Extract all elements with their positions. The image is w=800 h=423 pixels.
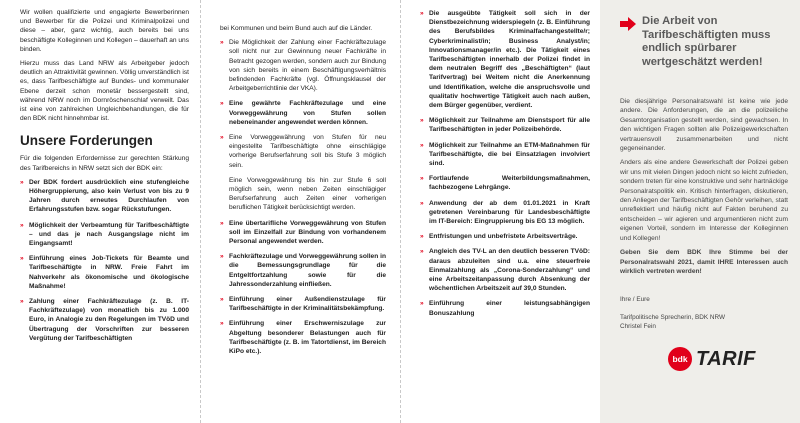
list-item — [220, 252, 386, 289]
bullet-icon: » — [220, 219, 224, 227]
bullet-icon: » — [20, 298, 24, 306]
list-item-text: Einführung einer leistungsabhängigen Bonuszahlung — [429, 300, 590, 317]
list-item — [420, 247, 590, 293]
list-item — [420, 9, 590, 110]
logo-text: TARIF — [696, 347, 756, 370]
list-item-text: Angleich des TV-L an den deutlich besseren TVöD: daraus abzuleiten sind u.a. eine steuerfreie Einmalzahlung als „Corona-Sonderzahlung“ und eine Arbeitszeitanpassung durch Absenkung der wöchentlichen Arbeitszeit auf 39,0 Stunden. — [429, 248, 590, 293]
list-item — [20, 221, 189, 249]
list-item-text: Der BDK fordert ausdrücklich eine stufengleiche Höhergruppierung, also kein Verlust von bis zu 9 Jahren durch erneutes Durchlaufen von Erfahrungsstufen bzw. sogar Rückstufungen. — [29, 178, 189, 214]
list-item — [420, 141, 590, 169]
bullet-icon: » — [220, 320, 224, 328]
list-item — [20, 178, 189, 215]
column-3 — [400, 0, 600, 423]
list-item — [220, 133, 386, 170]
list-item-text: Fachkräftezulage und Vorweggewährung sollen in die Bemessungsgrundlage für die Entgeltfortzahlung sowie für die Jahressonderzahlung einfließen. — [229, 253, 386, 288]
continued-paragraph: bei Kommunen und beim Bund auch auf die Länder. — [220, 25, 373, 32]
signer-role: Tarifpolitische Sprecherin, BDK NRW — [620, 314, 726, 322]
bullet-icon: » — [20, 221, 24, 229]
list-item — [20, 254, 189, 291]
list-item-text: Einführung eines Job-Tickets für Beamte und Tarifbeschäftigte in NRW. Freie Fahrt im Nahverkehr als ökonomische und ökologische Maßnahme! — [29, 255, 189, 290]
bdk-logo-mark: bdk — [668, 347, 692, 371]
headline: Die Arbeit von Tarifbeschäftigten muss endlich spürbarer wertgeschätzt werden! — [642, 15, 771, 68]
list-item-text: Die Möglichkeit der Zahlung einer Fachkräftezulage soll nicht nur zur Gewinnung neuer Fachkräfte in Betracht gezogen werden, sondern auch zur Bindung von sich bereits in einem Beschäftigungsverhältnis befindenden Fachkräfte (vgl. Öffnungsklausel der Arbeitgeberrichtlinie der VKA). — [229, 39, 386, 93]
list-item-text: Eine gewährte Fachkräftezulage und eine Vorweggewährung von Stufen sollen nebeneinander angewendet werden können. — [229, 100, 386, 126]
list-item — [420, 174, 590, 192]
bullet-icon: » — [420, 199, 424, 207]
list-item-text: Die ausgeübte Tätigkeit soll sich in der Dienstbezeichnung widerspiegeln (z. B. Einführung des Berufsbildes Kriminalfachangestellte/r; Cyberkriminalist/in; Business Analyst/in; Innovationsmanager/in etc.). Die Tätigkeit eines Tarifbeschäftigten innerhalb der Polizei findet in dem neutralen Begriff des „Beschäftigten“ (laut Tarifvertrag) bei Weitem nicht die Anerkennung und Identifikation, welche die anspruchsvolle und qualitativ hochwertige Tätigkeit auch nach außen, dem Bürger gegenüber, verdient. — [429, 10, 590, 110]
list-item-text: Fortlaufende Weiterbildungsmaßnahmen, fachbezogene Lehrgänge. — [429, 175, 590, 192]
demands-list — [20, 178, 189, 343]
bullet-icon: » — [20, 255, 24, 263]
bullet-icon: » — [420, 141, 424, 149]
list-item-text: Entfristungen und unbefristete Arbeitsverträge. — [429, 233, 578, 241]
demands-list — [220, 38, 386, 356]
list-item-text: Anwendung der ab dem 01.01.2021 in Kraft getretenen Vereinbarung für Landesbeschäftigte im IT-Bereich: Eingruppierung bis EG 13 möglich. — [429, 199, 590, 226]
list-item-text: Eine Vorweggewährung von Stufen für neu eingestellte Tarifbeschäftigte ohne einschlägige vorherige Berufserfahrung soll bis Stufe 3 möglich sein. — [229, 134, 386, 169]
bullet-icon: » — [220, 134, 224, 142]
list-item-text: Möglichkeit zur Teilnahme am Dienstsport für alle Tarifbeschäftigten in jeder Polizeibehörde. — [429, 117, 590, 134]
bullet-icon: » — [220, 253, 224, 261]
vote-appeal: Geben Sie dem BDK Ihre Stimme bei der Personalratswahl 2021, damit IHRE Interessen auch wirklich vertreten werden! — [620, 249, 788, 275]
headline-row — [620, 15, 788, 69]
list-item-text: Eine übertarifliche Vorweggewährung von Stufen soll im Einzelfall zur Bindung von vorhandenem Personal angewendet werden. — [229, 219, 386, 246]
body-paragraph: Die diesjährige Personalratswahl ist keine wie jede andere. Die Anforderungen, die an die polizeiliche Gesamtorganisation gestellt werden, sind gewachsen. In den wichtigen Fragen sollten alle Polizeigewerkschaften vertrauensvoll zusammenarbeiten und nicht gegeneinander. — [620, 98, 788, 153]
list-item-text: Einführung einer Erschwerniszulage zur Abgeltung besonderer Belastungen auch für Tarifbeschäftigte (z. B. im Tatortdienst, im Bereich KiPo etc.). — [229, 320, 386, 356]
list-item — [220, 38, 386, 93]
bullet-icon: » — [220, 296, 224, 304]
list-item — [420, 299, 590, 317]
list-item — [220, 219, 386, 247]
list-item — [420, 199, 590, 227]
list-item — [220, 319, 386, 356]
bullet-icon: » — [420, 300, 424, 308]
bdk-tarif-logo — [668, 347, 756, 371]
list-item — [220, 295, 386, 313]
signer-name: Christel Fein — [620, 323, 656, 331]
list-item — [220, 99, 386, 127]
bullet-icon: » — [220, 100, 224, 108]
list-item-text: Möglichkeit zur Teilnahme an ETM-Maßnahmen für Tarifbeschäftigte, die bei Einsatzlagen involviert sind. — [429, 141, 590, 168]
body-paragraph: Anders als eine andere Gewerkschaft der Polizei geben wir uns mit vielen Dingen jedoch nicht so leicht zufrieden, sondern treten für eine konstruktive und sehr hartnäckige Personalratspolitik ein. Kritisch hinterfragen, diskutieren, den Anliegen der Tarifbeschäftigten Gehör verleihen, statt unreflektiert und häufig nicht auf Fakten beruhend zu entscheiden – wir agieren und argumentieren nicht zum eigenen Vorteil, sondern im Interesse der Kolleginnen und Kollegen! — [620, 159, 788, 242]
bullet-icon: » — [220, 39, 224, 47]
list-item-text: Zahlung einer Fachkräftezulage (z. B. IT-Fachkräftezulage) von monatlich bis zu 1.000 Euro, in Analogie zu den Regelungen im TVöD und Übertragung der Vorschriften zur besseren Vergütung der Tarifbeschäftigten — [29, 298, 189, 342]
column-2 — [200, 0, 400, 423]
list-item-text: Einführung einer Außendienstzulage für Tarifbeschäftigte in der Kriminalitätsbekämpfung. — [229, 296, 386, 313]
bullet-icon: » — [20, 178, 24, 186]
list-item-text: Eine Vorweggewährung bis hin zur Stufe 6 soll möglich sein, wenn neben Zeiten einschlägiger Berufserfahrung auch Zeiten einer vorherigen beruflichen Tätigkeit berücksichtigt werden. — [229, 176, 386, 212]
bullet-icon: » — [420, 248, 424, 256]
demands-list — [420, 9, 590, 318]
signoff: Ihre / Eure — [620, 296, 650, 304]
lead-paragraph: Für die folgenden Erfordernisse zur gerechten Stärkung des Tarifbereichs in NRW setzt sich der BDK ein: — [20, 155, 189, 172]
bullet-icon: » — [420, 175, 424, 183]
bullet-icon: » — [420, 10, 424, 17]
bullet-icon: » — [420, 117, 424, 125]
list-item — [420, 232, 590, 241]
list-item — [420, 116, 590, 134]
right-arrow-icon — [620, 17, 636, 31]
intro-paragraph: Hierzu muss das Land NRW als Arbeitgeber jedoch deutlich an Attraktivität gewinnen. Völlig unverständlich ist es, dass Tarifbeschäftigte auf Bundes- und kommunaler Ebene derzeit schon monetär bessergestellt sind, während NRW noch im Dornröschenschlaf verweilt. Das ist eine von zahlreichen Ungleichbehandlungen, die für den BDK nicht hinnehmbar ist. — [20, 60, 189, 123]
column-1 — [0, 0, 200, 423]
section-heading: Unsere Forderungen — [20, 133, 153, 149]
intro-paragraph: Wir wollen qualifizierte und engagierte Bewerberinnen und Bewerber für die Polizei und Kriminalpolizei und diese – aber, ganz wichtig, auch bereits bei uns beschäftigte Kolleginnen und Kollegen – dauerhaft an uns binden. — [20, 9, 190, 53]
list-item-text: Möglichkeit der Verbeamtung für Tarifbeschäftigte – und das je nach Ausgangslage nicht im Eingangsamt! — [29, 221, 189, 248]
bullet-icon: » — [420, 233, 424, 241]
list-item — [220, 176, 386, 213]
list-item — [20, 297, 189, 343]
